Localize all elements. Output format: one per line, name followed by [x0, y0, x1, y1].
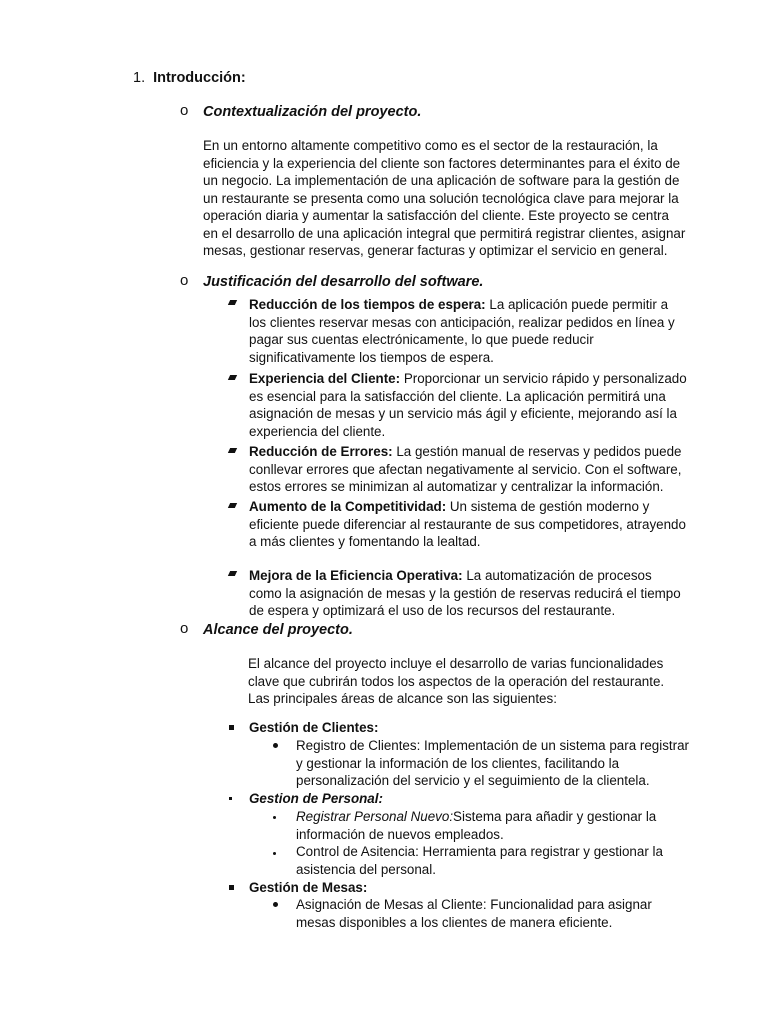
justification-item: [249, 296, 713, 366]
item-term: Reducción de los tiempos de espera:: [249, 297, 486, 312]
paragraph-line: operación diaria y aumentar la satisfacción del cliente. Este proyecto se centra: [203, 208, 669, 223]
subitem-line: [296, 808, 716, 826]
subitem-line: información de nuevos empleados.: [296, 826, 504, 842]
subitem-line: mesas disponibles a los clientes de manera eficiente.: [296, 914, 613, 930]
subitem-line: y gestionar la información de los clientes, facilitando la: [296, 755, 620, 771]
item-line: a más clientes y fomentando la lealtad.: [249, 534, 481, 549]
paragraph-line: Las principales áreas de alcance son las siguientes:: [248, 691, 557, 706]
subitem-line: Registro de Clientes: Implementación de un sistema para registrar: [296, 738, 689, 753]
round-bullet-icon: [273, 852, 276, 855]
square-bullet-icon: [229, 885, 234, 890]
scope-item-clientes-title: Gestión de Clientes:: [249, 720, 379, 735]
bullet-icon: [228, 503, 237, 508]
subitem-line: Asignación de Mesas al Cliente: Funcionalidad para asignar: [296, 897, 652, 912]
item-line: estos errores se minimizan al automatizar y centralizar la información.: [249, 479, 664, 494]
round-bullet-icon: [273, 816, 276, 819]
item-first-line: [249, 370, 713, 388]
subitem-line: Control de Asitencia: Herramienta para registrar y gestionar la: [296, 844, 663, 859]
scope-subitem-registro-clientes: [296, 737, 716, 790]
item-line: eficiente puede diferenciar al restaurante de sus competidores, atrayendo: [249, 516, 686, 532]
item-term: Mejora de la Eficiencia Operativa:: [249, 568, 463, 583]
bullet-icon: [228, 571, 237, 576]
section-number: 1.: [133, 70, 146, 86]
subitem-line: personalización del servicio y el seguimiento de la clientela.: [296, 773, 650, 788]
item-text: La gestión manual de reservas y pedidos puede: [396, 444, 682, 459]
item-text: Un sistema de gestión moderno y: [449, 499, 650, 514]
item-term: Aumento de la Competitividad:: [249, 499, 447, 514]
item-first-line: [249, 498, 713, 516]
item-line: los clientes reservar mesas con anticipación, realizar pedidos en línea y: [249, 314, 675, 330]
item-first-line: [249, 296, 713, 314]
round-bullet-icon: [273, 902, 278, 907]
scope-subitem-asignacion-mesas: [296, 896, 716, 931]
item-line: significativamente los tiempos de espera.: [249, 349, 494, 365]
item-line: pagar sus cuentas electrónicamente, lo que puede reducir: [249, 332, 594, 347]
justification-item: [249, 567, 713, 620]
item-text: La aplicación puede permitir a: [489, 297, 669, 312]
bullet-icon: [228, 375, 237, 380]
item-text: Proporcionar un servicio rápido y personalizado: [403, 371, 687, 386]
subitem-italic-term: Registrar Personal Nuevo:: [296, 809, 454, 824]
scope-subitem-registrar-personal: [296, 808, 716, 843]
item-first-line: [249, 443, 713, 461]
subitem-text: Sistema para añadir y gestionar la: [453, 809, 657, 824]
paragraph-line: un negocio. La implementación de una aplicación de software para la gestión de: [203, 173, 680, 188]
bullet-icon: [228, 448, 237, 453]
paragraph-line: clave que cubrirán todos los aspectos de la operación del restaurante.: [248, 673, 665, 689]
section-title: Introducción:: [153, 70, 246, 86]
square-bullet-icon: [229, 725, 234, 730]
hollow-bullet-icon: o: [180, 102, 189, 119]
item-text: La automatización de procesos: [466, 568, 652, 583]
justification-item: [249, 370, 713, 440]
paragraph-line: mesas, gestionar reservas, generar facturas y optimizar el servicio en general.: [203, 243, 668, 258]
item-term: Reducción de Errores:: [249, 444, 393, 459]
item-line: asignación de mesas y un servicio más ágil y eficiente, mejorando así la: [249, 406, 677, 421]
bullet-icon: [228, 300, 237, 305]
paragraph-line: eficiencia y la experiencia del cliente son factores determinantes para el éxito de: [203, 155, 681, 171]
item-line: es esencial para la satisfacción del cliente. La aplicación permitirá una: [249, 388, 666, 404]
scope-subitem-control-asistencia: [296, 843, 716, 878]
paragraph-line: en el desarrollo de una aplicación integral que permitirá registrar clientes, asignar: [203, 225, 686, 241]
subheading-contextualizacion: Contextualización del proyecto.: [203, 104, 422, 120]
square-bullet-icon: [229, 797, 232, 800]
item-first-line: [249, 567, 713, 585]
paragraph-line: En un entorno altamente competitivo como es el sector de la restauración, la: [203, 138, 658, 153]
subitem-line: asistencia del personal.: [296, 861, 436, 877]
context-paragraph: [203, 137, 718, 260]
hollow-bullet-icon: o: [180, 620, 189, 637]
scope-item-personal-title: Gestion de Personal:: [249, 791, 383, 806]
justification-item: [249, 443, 713, 496]
subheading-alcance: Alcance del proyecto.: [203, 622, 353, 638]
item-term: Experiencia del Cliente:: [249, 371, 401, 386]
scope-item-mesas-title: Gestión de Mesas:: [249, 880, 368, 895]
justification-item: [249, 498, 713, 551]
section-heading-introduccion: [133, 70, 246, 86]
item-line: experiencia del cliente.: [249, 423, 386, 439]
scope-paragraph: [248, 655, 718, 708]
subheading-justificacion: Justificación del desarrollo del software.: [203, 274, 484, 290]
item-line: como la asignación de mesas y la gestión de reservas reducirá el tiempo: [249, 585, 681, 601]
round-bullet-icon: [273, 743, 278, 748]
hollow-bullet-icon: o: [180, 272, 189, 289]
paragraph-line: un restaurante se presenta como una solución tecnológica clave para mejorar la: [203, 190, 679, 206]
paragraph-line: El alcance del proyecto incluye el desarrollo de varias funcionalidades: [248, 656, 664, 671]
item-line: conllevar errores que afectan negativamente al servicio. Con el software,: [249, 461, 682, 477]
item-line: de espera y optimizará el uso de los recursos del restaurante.: [249, 603, 616, 618]
